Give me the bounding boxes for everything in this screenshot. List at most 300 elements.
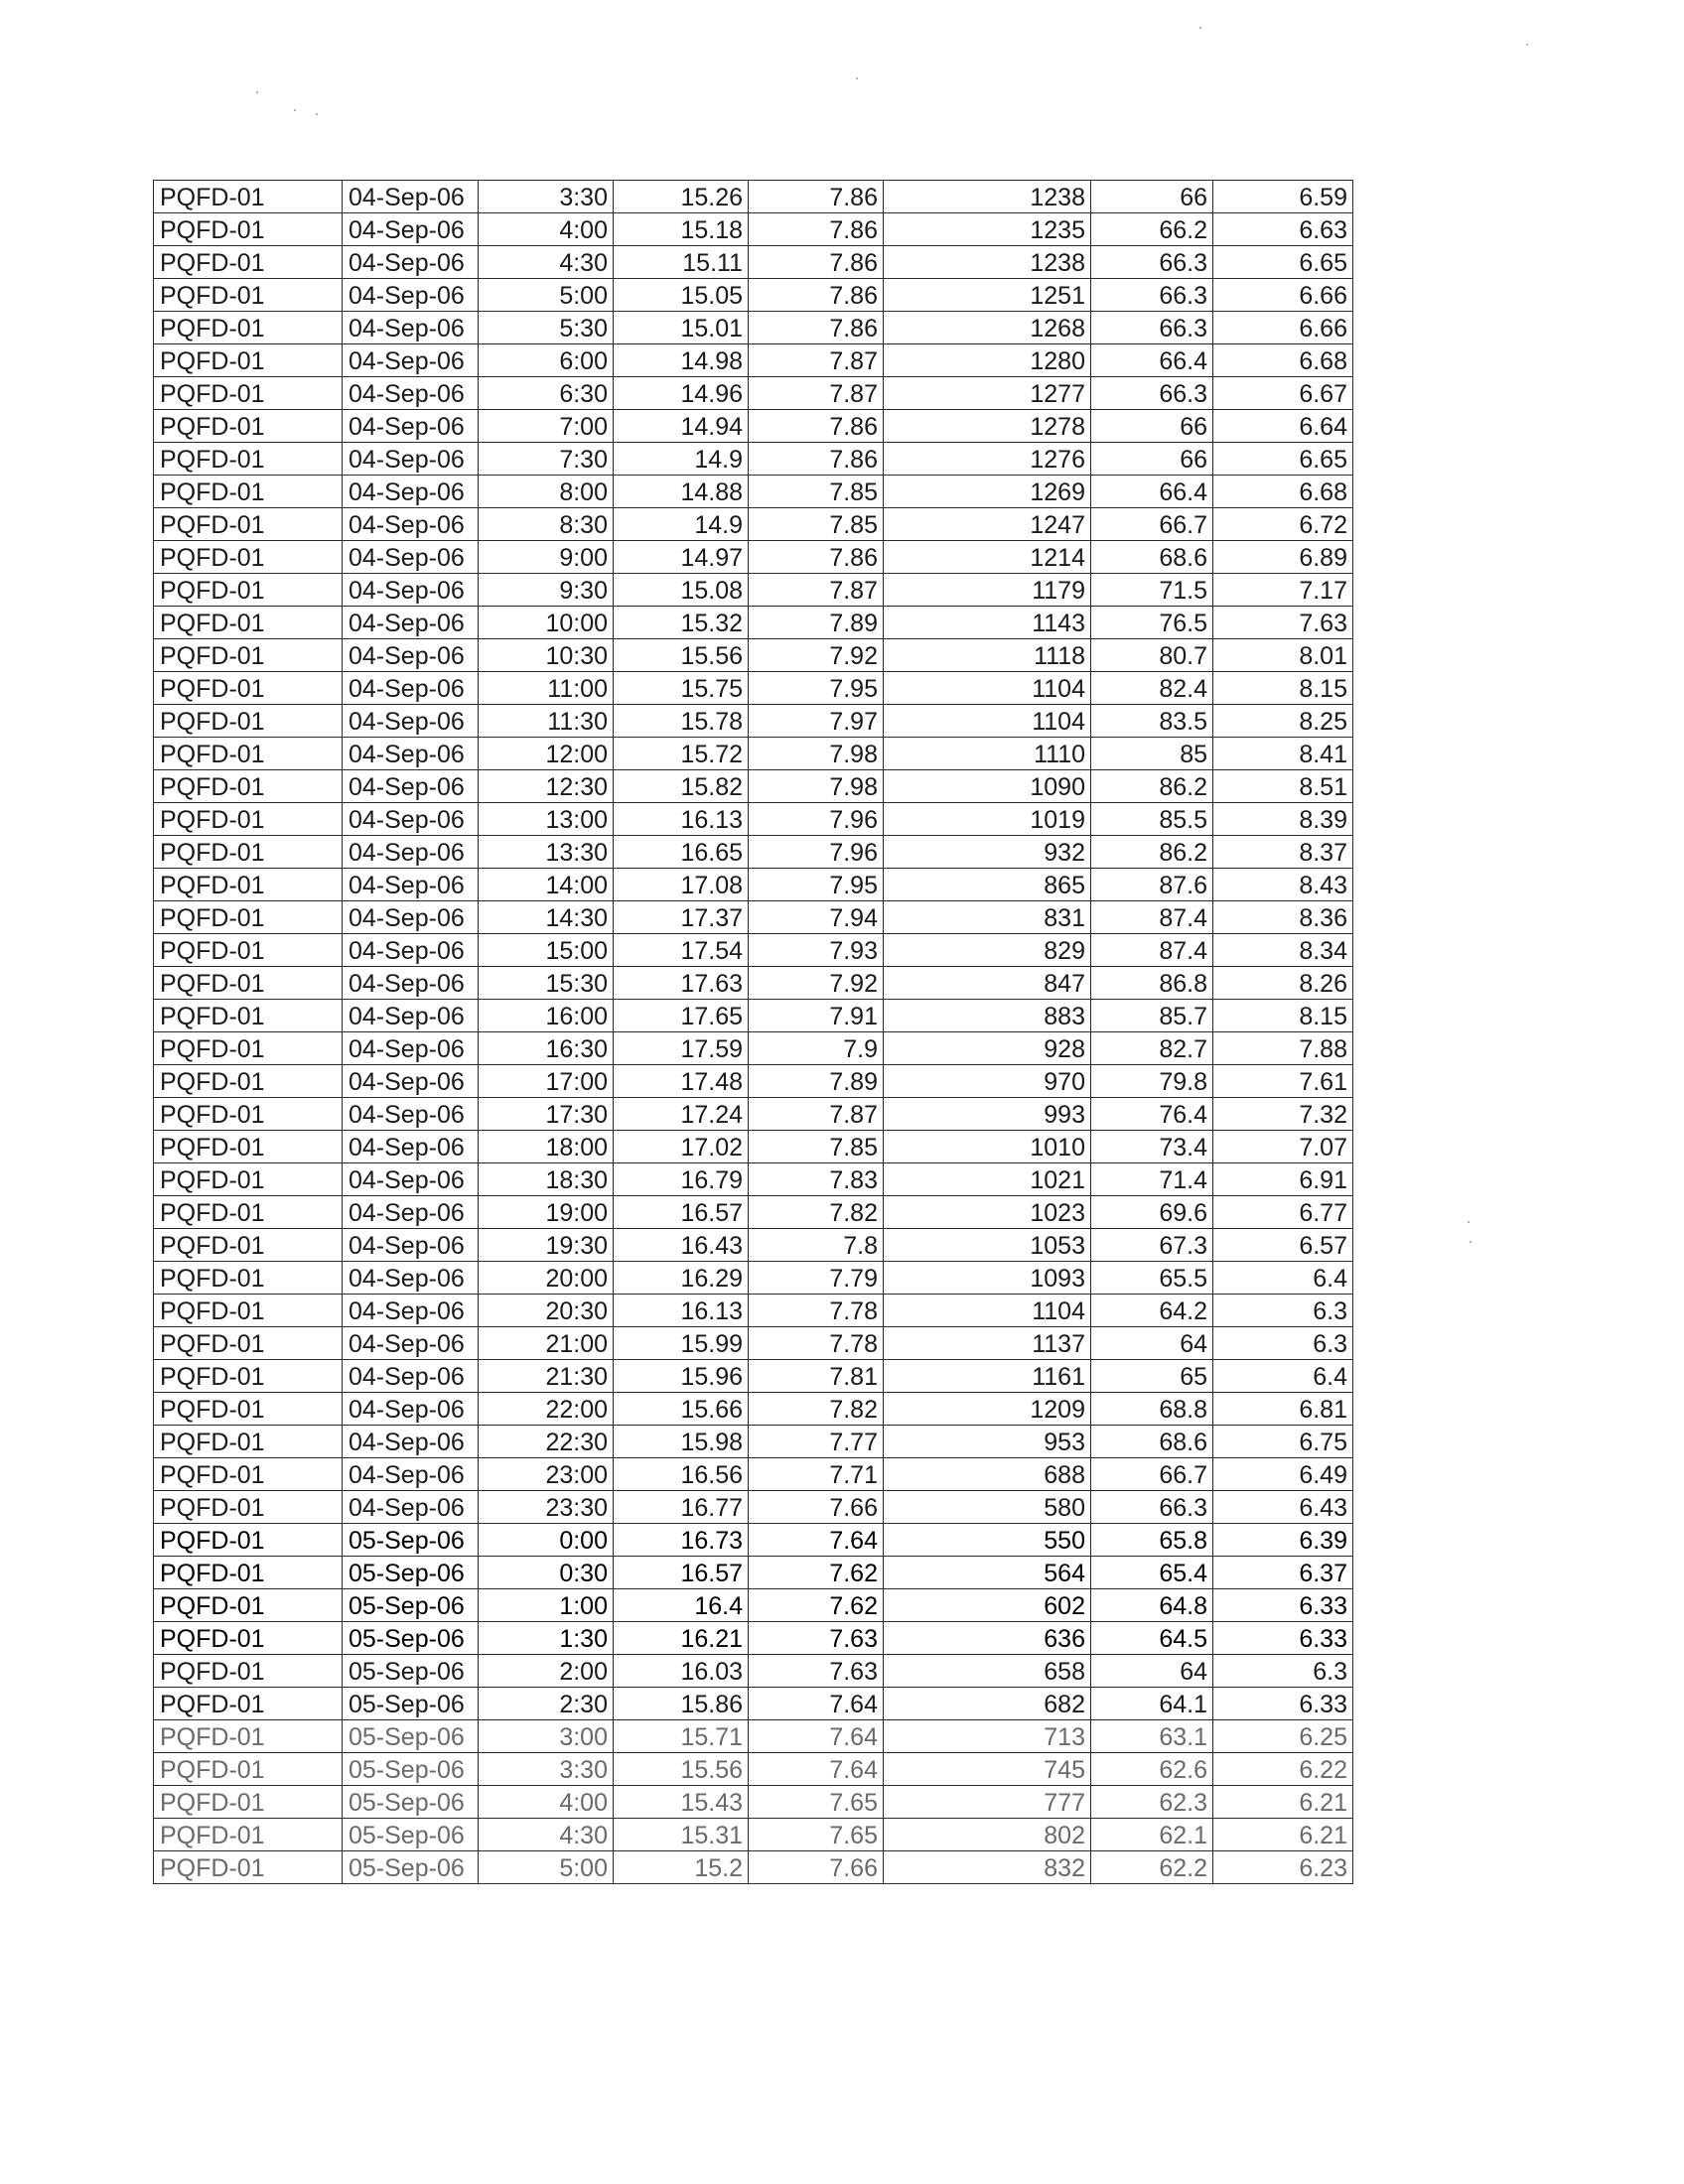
cell-station-id: PQFD-01	[154, 639, 343, 672]
cell-conductivity: 580	[884, 1491, 1091, 1524]
cell-dissolved-oxygen: 6.65	[1213, 246, 1353, 279]
cell-date: 04-Sep-06	[343, 738, 479, 770]
cell-conductivity: 688	[884, 1458, 1091, 1491]
cell-station-id: PQFD-01	[154, 377, 343, 410]
cell-do-saturation: 62.6	[1091, 1753, 1213, 1786]
cell-temperature: 16.21	[614, 1622, 749, 1655]
cell-date: 04-Sep-06	[343, 869, 479, 901]
cell-dissolved-oxygen: 8.41	[1213, 738, 1353, 770]
cell-station-id: PQFD-01	[154, 574, 343, 607]
cell-dissolved-oxygen: 6.3	[1213, 1655, 1353, 1688]
cell-ph: 7.86	[749, 279, 884, 312]
cell-date: 05-Sep-06	[343, 1753, 479, 1786]
table-row	[154, 836, 1353, 869]
cell-time: 4:00	[479, 213, 614, 246]
cell-dissolved-oxygen: 6.68	[1213, 344, 1353, 377]
cell-time: 0:30	[479, 1557, 614, 1589]
cell-date: 05-Sep-06	[343, 1589, 479, 1622]
table-row	[154, 639, 1353, 672]
cell-dissolved-oxygen: 7.61	[1213, 1065, 1353, 1098]
cell-do-saturation: 79.8	[1091, 1065, 1213, 1098]
cell-time: 9:00	[479, 541, 614, 574]
cell-conductivity: 1021	[884, 1163, 1091, 1196]
cell-time: 23:00	[479, 1458, 614, 1491]
cell-temperature: 16.57	[614, 1196, 749, 1229]
cell-ph: 7.98	[749, 770, 884, 803]
cell-date: 05-Sep-06	[343, 1688, 479, 1720]
cell-conductivity: 883	[884, 1000, 1091, 1032]
cell-station-id: PQFD-01	[154, 1229, 343, 1262]
table-row	[154, 1032, 1353, 1065]
table-body	[154, 181, 1353, 1884]
cell-dissolved-oxygen: 6.81	[1213, 1393, 1353, 1426]
cell-station-id: PQFD-01	[154, 1688, 343, 1720]
cell-time: 5:30	[479, 312, 614, 344]
cell-date: 04-Sep-06	[343, 803, 479, 836]
cell-temperature: 15.66	[614, 1393, 749, 1426]
cell-ph: 7.86	[749, 443, 884, 476]
cell-temperature: 15.18	[614, 213, 749, 246]
cell-ph: 7.97	[749, 705, 884, 738]
cell-dissolved-oxygen: 8.15	[1213, 672, 1353, 705]
cell-temperature: 14.9	[614, 443, 749, 476]
cell-time: 14:00	[479, 869, 614, 901]
cell-date: 04-Sep-06	[343, 574, 479, 607]
cell-do-saturation: 66.2	[1091, 213, 1213, 246]
cell-dissolved-oxygen: 8.34	[1213, 934, 1353, 967]
cell-do-saturation: 86.2	[1091, 836, 1213, 869]
table-row	[154, 1065, 1353, 1098]
cell-conductivity: 550	[884, 1524, 1091, 1557]
cell-date: 04-Sep-06	[343, 967, 479, 1000]
cell-ph: 7.94	[749, 901, 884, 934]
cell-do-saturation: 63.1	[1091, 1720, 1213, 1753]
cell-time: 22:00	[479, 1393, 614, 1426]
cell-do-saturation: 82.4	[1091, 672, 1213, 705]
table-row	[154, 476, 1353, 508]
cell-dissolved-oxygen: 6.72	[1213, 508, 1353, 541]
cell-time: 3:00	[479, 1720, 614, 1753]
cell-date: 04-Sep-06	[343, 1032, 479, 1065]
cell-conductivity: 1137	[884, 1327, 1091, 1360]
cell-dissolved-oxygen: 8.51	[1213, 770, 1353, 803]
cell-ph: 7.87	[749, 1098, 884, 1131]
cell-date: 05-Sep-06	[343, 1622, 479, 1655]
cell-ph: 7.86	[749, 246, 884, 279]
cell-do-saturation: 66.3	[1091, 279, 1213, 312]
cell-do-saturation: 66	[1091, 410, 1213, 443]
cell-ph: 7.98	[749, 738, 884, 770]
cell-conductivity: 993	[884, 1098, 1091, 1131]
cell-dissolved-oxygen: 7.32	[1213, 1098, 1353, 1131]
cell-dissolved-oxygen: 7.88	[1213, 1032, 1353, 1065]
cell-dissolved-oxygen: 8.36	[1213, 901, 1353, 934]
cell-conductivity: 1209	[884, 1393, 1091, 1426]
cell-temperature: 16.4	[614, 1589, 749, 1622]
cell-do-saturation: 66.3	[1091, 312, 1213, 344]
table-row	[154, 1851, 1353, 1884]
cell-temperature: 16.73	[614, 1524, 749, 1557]
cell-ph: 7.86	[749, 312, 884, 344]
cell-temperature: 14.98	[614, 344, 749, 377]
cell-conductivity: 970	[884, 1065, 1091, 1098]
table-row	[154, 1262, 1353, 1295]
cell-do-saturation: 62.2	[1091, 1851, 1213, 1884]
cell-do-saturation: 80.7	[1091, 639, 1213, 672]
cell-time: 20:00	[479, 1262, 614, 1295]
cell-dissolved-oxygen: 6.37	[1213, 1557, 1353, 1589]
cell-ph: 7.9	[749, 1032, 884, 1065]
cell-station-id: PQFD-01	[154, 1753, 343, 1786]
cell-conductivity: 1247	[884, 508, 1091, 541]
cell-ph: 7.87	[749, 377, 884, 410]
cell-station-id: PQFD-01	[154, 1589, 343, 1622]
cell-date: 04-Sep-06	[343, 1163, 479, 1196]
cell-ph: 7.64	[749, 1720, 884, 1753]
cell-station-id: PQFD-01	[154, 1720, 343, 1753]
cell-do-saturation: 85.7	[1091, 1000, 1213, 1032]
cell-station-id: PQFD-01	[154, 1786, 343, 1819]
cell-do-saturation: 64.1	[1091, 1688, 1213, 1720]
cell-temperature: 15.96	[614, 1360, 749, 1393]
cell-time: 16:30	[479, 1032, 614, 1065]
table-row	[154, 279, 1353, 312]
cell-ph: 7.85	[749, 508, 884, 541]
cell-temperature: 15.71	[614, 1720, 749, 1753]
cell-station-id: PQFD-01	[154, 1393, 343, 1426]
cell-temperature: 17.37	[614, 901, 749, 934]
cell-temperature: 15.2	[614, 1851, 749, 1884]
table-row	[154, 1655, 1353, 1688]
cell-temperature: 17.24	[614, 1098, 749, 1131]
cell-do-saturation: 66.4	[1091, 476, 1213, 508]
cell-station-id: PQFD-01	[154, 508, 343, 541]
cell-temperature: 15.82	[614, 770, 749, 803]
cell-dissolved-oxygen: 6.91	[1213, 1163, 1353, 1196]
measurement-table	[153, 180, 1353, 1884]
cell-dissolved-oxygen: 6.66	[1213, 312, 1353, 344]
cell-time: 6:30	[479, 377, 614, 410]
cell-dissolved-oxygen: 8.26	[1213, 967, 1353, 1000]
cell-station-id: PQFD-01	[154, 1327, 343, 1360]
cell-station-id: PQFD-01	[154, 181, 343, 213]
cell-dissolved-oxygen: 8.43	[1213, 869, 1353, 901]
cell-date: 04-Sep-06	[343, 1491, 479, 1524]
table-row	[154, 1000, 1353, 1032]
cell-time: 20:30	[479, 1295, 614, 1327]
table-row	[154, 410, 1353, 443]
table-row	[154, 705, 1353, 738]
cell-date: 04-Sep-06	[343, 443, 479, 476]
cell-dissolved-oxygen: 8.25	[1213, 705, 1353, 738]
cell-station-id: PQFD-01	[154, 443, 343, 476]
cell-date: 04-Sep-06	[343, 1196, 479, 1229]
cell-do-saturation: 85	[1091, 738, 1213, 770]
cell-dissolved-oxygen: 6.65	[1213, 443, 1353, 476]
table-row	[154, 672, 1353, 705]
cell-station-id: PQFD-01	[154, 705, 343, 738]
cell-station-id: PQFD-01	[154, 1458, 343, 1491]
cell-station-id: PQFD-01	[154, 901, 343, 934]
cell-station-id: PQFD-01	[154, 1851, 343, 1884]
cell-temperature: 16.79	[614, 1163, 749, 1196]
cell-dissolved-oxygen: 8.39	[1213, 803, 1353, 836]
cell-date: 04-Sep-06	[343, 312, 479, 344]
cell-conductivity: 847	[884, 967, 1091, 1000]
cell-time: 0:00	[479, 1524, 614, 1557]
cell-station-id: PQFD-01	[154, 1032, 343, 1065]
cell-temperature: 16.13	[614, 803, 749, 836]
cell-conductivity: 1238	[884, 181, 1091, 213]
cell-dissolved-oxygen: 6.33	[1213, 1589, 1353, 1622]
cell-station-id: PQFD-01	[154, 770, 343, 803]
cell-conductivity: 682	[884, 1688, 1091, 1720]
cell-date: 04-Sep-06	[343, 1262, 479, 1295]
cell-station-id: PQFD-01	[154, 1655, 343, 1688]
table-row	[154, 181, 1353, 213]
cell-do-saturation: 62.3	[1091, 1786, 1213, 1819]
cell-dissolved-oxygen: 6.21	[1213, 1819, 1353, 1851]
cell-station-id: PQFD-01	[154, 1000, 343, 1032]
cell-station-id: PQFD-01	[154, 1360, 343, 1393]
cell-do-saturation: 65.4	[1091, 1557, 1213, 1589]
cell-date: 04-Sep-06	[343, 1295, 479, 1327]
cell-temperature: 16.57	[614, 1557, 749, 1589]
cell-date: 04-Sep-06	[343, 541, 479, 574]
cell-dissolved-oxygen: 6.25	[1213, 1720, 1353, 1753]
cell-date: 04-Sep-06	[343, 246, 479, 279]
cell-do-saturation: 68.6	[1091, 541, 1213, 574]
cell-do-saturation: 64	[1091, 1327, 1213, 1360]
cell-date: 04-Sep-06	[343, 1065, 479, 1098]
cell-station-id: PQFD-01	[154, 344, 343, 377]
cell-do-saturation: 62.1	[1091, 1819, 1213, 1851]
cell-do-saturation: 67.3	[1091, 1229, 1213, 1262]
cell-date: 04-Sep-06	[343, 279, 479, 312]
cell-time: 16:00	[479, 1000, 614, 1032]
cell-temperature: 15.78	[614, 705, 749, 738]
cell-dissolved-oxygen: 6.3	[1213, 1295, 1353, 1327]
cell-conductivity: 777	[884, 1786, 1091, 1819]
table-row	[154, 1196, 1353, 1229]
cell-station-id: PQFD-01	[154, 1524, 343, 1557]
cell-time: 14:30	[479, 901, 614, 934]
cell-conductivity: 928	[884, 1032, 1091, 1065]
cell-conductivity: 1104	[884, 1295, 1091, 1327]
cell-dissolved-oxygen: 6.3	[1213, 1327, 1353, 1360]
cell-conductivity: 1268	[884, 312, 1091, 344]
cell-conductivity: 802	[884, 1819, 1091, 1851]
cell-do-saturation: 73.4	[1091, 1131, 1213, 1163]
cell-dissolved-oxygen: 8.37	[1213, 836, 1353, 869]
cell-temperature: 14.97	[614, 541, 749, 574]
cell-temperature: 16.77	[614, 1491, 749, 1524]
cell-do-saturation: 68.6	[1091, 1426, 1213, 1458]
cell-dissolved-oxygen: 6.57	[1213, 1229, 1353, 1262]
cell-station-id: PQFD-01	[154, 967, 343, 1000]
cell-conductivity: 1179	[884, 574, 1091, 607]
cell-ph: 7.78	[749, 1327, 884, 1360]
cell-time: 1:00	[479, 1589, 614, 1622]
cell-temperature: 15.86	[614, 1688, 749, 1720]
cell-dissolved-oxygen: 6.33	[1213, 1622, 1353, 1655]
cell-dissolved-oxygen: 6.64	[1213, 410, 1353, 443]
cell-dissolved-oxygen: 6.77	[1213, 1196, 1353, 1229]
cell-time: 15:00	[479, 934, 614, 967]
table-row	[154, 1786, 1353, 1819]
cell-dissolved-oxygen: 6.67	[1213, 377, 1353, 410]
table-row	[154, 967, 1353, 1000]
table-row	[154, 443, 1353, 476]
table-row	[154, 607, 1353, 639]
cell-date: 04-Sep-06	[343, 607, 479, 639]
cell-date: 04-Sep-06	[343, 901, 479, 934]
cell-do-saturation: 86.8	[1091, 967, 1213, 1000]
cell-conductivity: 1010	[884, 1131, 1091, 1163]
cell-ph: 7.86	[749, 213, 884, 246]
cell-time: 22:30	[479, 1426, 614, 1458]
cell-temperature: 15.98	[614, 1426, 749, 1458]
table-row	[154, 312, 1353, 344]
cell-date: 04-Sep-06	[343, 410, 479, 443]
cell-dissolved-oxygen: 7.17	[1213, 574, 1353, 607]
cell-time: 11:00	[479, 672, 614, 705]
cell-time: 17:30	[479, 1098, 614, 1131]
cell-temperature: 16.65	[614, 836, 749, 869]
table-row	[154, 803, 1353, 836]
cell-time: 4:00	[479, 1786, 614, 1819]
table-row	[154, 1688, 1353, 1720]
cell-conductivity: 1235	[884, 213, 1091, 246]
cell-temperature: 15.56	[614, 1753, 749, 1786]
cell-ph: 7.77	[749, 1426, 884, 1458]
table-row	[154, 1819, 1353, 1851]
cell-date: 04-Sep-06	[343, 1098, 479, 1131]
cell-ph: 7.62	[749, 1557, 884, 1589]
cell-date: 04-Sep-06	[343, 836, 479, 869]
table-row	[154, 213, 1353, 246]
cell-temperature: 15.31	[614, 1819, 749, 1851]
cell-ph: 7.82	[749, 1393, 884, 1426]
cell-do-saturation: 64	[1091, 1655, 1213, 1688]
cell-station-id: PQFD-01	[154, 803, 343, 836]
cell-station-id: PQFD-01	[154, 1262, 343, 1295]
cell-dissolved-oxygen: 6.68	[1213, 476, 1353, 508]
cell-do-saturation: 87.6	[1091, 869, 1213, 901]
cell-date: 04-Sep-06	[343, 1000, 479, 1032]
cell-ph: 7.63	[749, 1655, 884, 1688]
cell-conductivity: 745	[884, 1753, 1091, 1786]
cell-conductivity: 658	[884, 1655, 1091, 1688]
cell-conductivity: 602	[884, 1589, 1091, 1622]
cell-dissolved-oxygen: 6.43	[1213, 1491, 1353, 1524]
cell-dissolved-oxygen: 6.59	[1213, 181, 1353, 213]
table-row	[154, 1393, 1353, 1426]
cell-date: 04-Sep-06	[343, 1426, 479, 1458]
table-row	[154, 1098, 1353, 1131]
cell-do-saturation: 66.7	[1091, 1458, 1213, 1491]
cell-temperature: 16.29	[614, 1262, 749, 1295]
cell-conductivity: 636	[884, 1622, 1091, 1655]
cell-time: 7:00	[479, 410, 614, 443]
cell-conductivity: 1118	[884, 639, 1091, 672]
table-row	[154, 541, 1353, 574]
cell-conductivity: 865	[884, 869, 1091, 901]
cell-do-saturation: 66.7	[1091, 508, 1213, 541]
cell-time: 10:30	[479, 639, 614, 672]
table-row	[154, 1426, 1353, 1458]
cell-station-id: PQFD-01	[154, 246, 343, 279]
cell-conductivity: 1276	[884, 443, 1091, 476]
cell-ph: 7.91	[749, 1000, 884, 1032]
table-row	[154, 738, 1353, 770]
cell-ph: 7.86	[749, 541, 884, 574]
cell-conductivity: 953	[884, 1426, 1091, 1458]
cell-ph: 7.93	[749, 934, 884, 967]
cell-conductivity: 564	[884, 1557, 1091, 1589]
cell-station-id: PQFD-01	[154, 1098, 343, 1131]
cell-station-id: PQFD-01	[154, 1065, 343, 1098]
cell-time: 5:00	[479, 1851, 614, 1884]
table-row	[154, 1131, 1353, 1163]
cell-conductivity: 1214	[884, 541, 1091, 574]
table-row	[154, 901, 1353, 934]
cell-ph: 7.66	[749, 1491, 884, 1524]
cell-conductivity: 832	[884, 1851, 1091, 1884]
cell-dissolved-oxygen: 6.49	[1213, 1458, 1353, 1491]
cell-do-saturation: 64.2	[1091, 1295, 1213, 1327]
table-row	[154, 574, 1353, 607]
cell-station-id: PQFD-01	[154, 1491, 343, 1524]
cell-station-id: PQFD-01	[154, 934, 343, 967]
cell-conductivity: 713	[884, 1720, 1091, 1753]
cell-time: 18:00	[479, 1131, 614, 1163]
cell-ph: 7.96	[749, 803, 884, 836]
cell-conductivity: 829	[884, 934, 1091, 967]
cell-conductivity: 1143	[884, 607, 1091, 639]
table-row	[154, 1295, 1353, 1327]
cell-dissolved-oxygen: 6.4	[1213, 1360, 1353, 1393]
table-row	[154, 1557, 1353, 1589]
cell-temperature: 15.56	[614, 639, 749, 672]
cell-time: 19:00	[479, 1196, 614, 1229]
cell-station-id: PQFD-01	[154, 1131, 343, 1163]
cell-ph: 7.65	[749, 1819, 884, 1851]
cell-date: 04-Sep-06	[343, 1393, 479, 1426]
cell-temperature: 17.59	[614, 1032, 749, 1065]
cell-station-id: PQFD-01	[154, 1163, 343, 1196]
cell-time: 2:00	[479, 1655, 614, 1688]
cell-date: 05-Sep-06	[343, 1786, 479, 1819]
table-row	[154, 1622, 1353, 1655]
cell-time: 1:30	[479, 1622, 614, 1655]
cell-ph: 7.92	[749, 639, 884, 672]
cell-date: 05-Sep-06	[343, 1524, 479, 1557]
cell-station-id: PQFD-01	[154, 836, 343, 869]
cell-date: 04-Sep-06	[343, 1458, 479, 1491]
cell-conductivity: 1161	[884, 1360, 1091, 1393]
cell-time: 4:30	[479, 246, 614, 279]
cell-time: 21:30	[479, 1360, 614, 1393]
table-row	[154, 1327, 1353, 1360]
cell-dissolved-oxygen: 7.63	[1213, 607, 1353, 639]
cell-date: 04-Sep-06	[343, 1327, 479, 1360]
cell-dissolved-oxygen: 8.01	[1213, 639, 1353, 672]
cell-date: 04-Sep-06	[343, 1229, 479, 1262]
cell-station-id: PQFD-01	[154, 213, 343, 246]
cell-do-saturation: 66	[1091, 181, 1213, 213]
cell-time: 3:30	[479, 181, 614, 213]
